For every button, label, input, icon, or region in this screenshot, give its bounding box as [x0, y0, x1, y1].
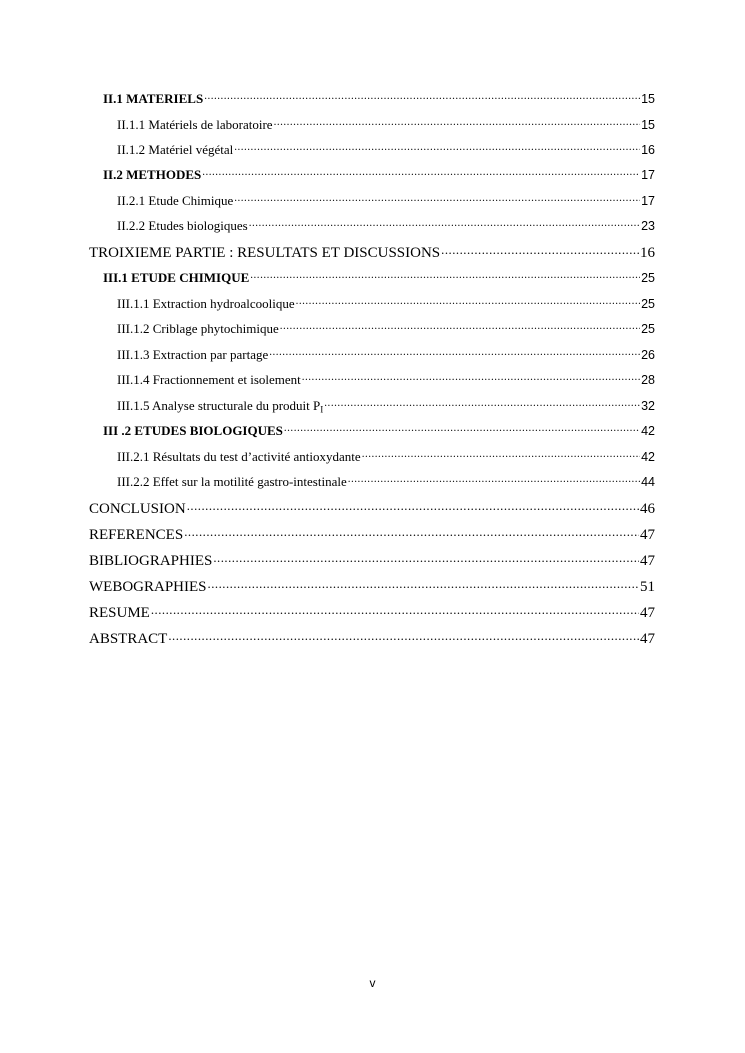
toc-entry[interactable] — [117, 116, 655, 132]
toc-entry-page: 17 — [641, 168, 655, 182]
toc-entry-label: II.1 MATERIELS — [103, 91, 204, 106]
toc-entry-label — [117, 398, 324, 415]
toc-entry[interactable] — [117, 346, 655, 362]
toc-entry[interactable] — [103, 269, 655, 285]
toc-entry-label: III.1.2 Criblage phytochimique — [117, 321, 279, 336]
toc-entry-label: BIBLIOGRAPHIES — [89, 553, 213, 569]
toc-entry[interactable] — [89, 550, 655, 569]
toc-leader-dots — [269, 346, 640, 359]
toc-entry-page: 15 — [641, 118, 655, 132]
toc-leader-dots — [250, 269, 640, 282]
toc-entry-label: II.2.1 Etude Chimique — [117, 193, 234, 208]
toc-entry[interactable] — [89, 524, 655, 543]
toc-entry[interactable] — [89, 602, 655, 621]
toc-entry-page: 16 — [640, 245, 655, 261]
toc-entry[interactable] — [117, 397, 655, 413]
toc-entry-label: RESUME — [89, 605, 150, 621]
toc-entry-label: III.1.4 Fractionnement et isolement — [117, 372, 301, 387]
toc-entry-label: REFERENCES — [89, 527, 184, 543]
toc-entry-label: III.2.1 Résultats du test d’activité antioxydante — [117, 449, 361, 464]
toc-entry-label: CONCLUSION — [89, 501, 186, 517]
toc-entry[interactable] — [103, 90, 655, 106]
toc-leader-dots — [234, 141, 640, 154]
toc-entry-page: 23 — [641, 219, 655, 233]
toc-leader-dots — [280, 320, 640, 333]
toc-leader-dots — [168, 628, 639, 643]
toc-entry-page: 25 — [641, 322, 655, 336]
toc-entry[interactable] — [117, 217, 655, 233]
toc-entry-label: II.2 METHODES — [103, 167, 202, 182]
toc-leader-dots — [151, 602, 639, 617]
toc-entry-label: II.1.1 Matériels de laboratoire — [117, 117, 273, 132]
toc-entry[interactable] — [117, 448, 655, 464]
toc-entry-label: III.1.3 Extraction par partage — [117, 347, 269, 362]
toc-entry-page: 42 — [641, 424, 655, 438]
toc-leader-dots — [204, 90, 640, 103]
toc-entry-page: 46 — [640, 501, 655, 517]
toc-entry[interactable] — [117, 371, 655, 387]
toc-entry[interactable] — [117, 320, 655, 336]
toc-leader-dots — [284, 422, 640, 435]
toc-entry-page: 47 — [640, 527, 655, 543]
toc-entry-page: 47 — [640, 553, 655, 569]
toc-leader-dots — [324, 397, 640, 410]
toc-entry-label: II.1.2 Matériel végétal — [117, 142, 234, 157]
toc-entry-label: WEBOGRAPHIES — [89, 579, 207, 595]
toc-entry[interactable] — [117, 141, 655, 157]
toc-leader-dots — [208, 576, 639, 591]
toc-leader-dots — [234, 192, 640, 205]
toc-leader-dots — [296, 295, 640, 308]
toc-entry-label: TROIXIEME PARTIE : RESULTATS ET DISCUSSIONS — [89, 245, 441, 261]
toc-entry[interactable] — [89, 576, 655, 595]
toc-leader-dots — [213, 550, 639, 565]
toc-leader-dots — [249, 217, 640, 230]
toc-leader-dots — [302, 371, 640, 384]
toc-leader-dots — [274, 116, 641, 129]
toc-entry[interactable] — [89, 498, 655, 517]
toc-entry-page: 15 — [641, 92, 655, 106]
toc-entry-label: III.1.1 Extraction hydroalcoolique — [117, 296, 295, 311]
toc-entry-label-text: III.1.5 Analyse structurale du produit P — [117, 398, 321, 413]
toc-entry-page: 17 — [641, 194, 655, 208]
toc-leader-dots — [362, 448, 640, 461]
toc-leader-dots — [441, 242, 639, 257]
toc-entry-page: 25 — [641, 297, 655, 311]
toc-entry-page: 28 — [641, 373, 655, 387]
toc-entry[interactable] — [117, 473, 655, 489]
toc-leader-dots — [348, 473, 640, 486]
toc-entry-page: 42 — [641, 450, 655, 464]
toc-entry-page: 44 — [641, 475, 655, 489]
toc-entry-page: 16 — [641, 143, 655, 157]
toc-entry-label-subscript: I — [320, 404, 324, 415]
toc-entry[interactable] — [89, 628, 655, 647]
toc-entry-page: 25 — [641, 271, 655, 285]
toc-entry-label: ABSTRACT — [89, 631, 168, 647]
toc-leader-dots — [184, 524, 639, 539]
toc-entry[interactable] — [117, 295, 655, 311]
toc-entry-page: 32 — [641, 399, 655, 413]
toc-leader-dots — [202, 166, 640, 179]
toc-leader-dots — [187, 498, 639, 513]
toc-entry[interactable] — [117, 192, 655, 208]
toc-entry-label: II.2.2 Etudes biologiques — [117, 218, 248, 233]
toc-entry-label: III.2.2 Effet sur la motilité gastro-intestinale — [117, 474, 347, 489]
toc-entry-page: 47 — [640, 605, 655, 621]
toc-entry-label: III .2 ETUDES BIOLOGIQUES — [103, 423, 283, 438]
toc-entry[interactable] — [89, 242, 655, 261]
toc-entry-label: III.1 ETUDE CHIMIQUE — [103, 270, 250, 285]
toc-entry-page: 26 — [641, 348, 655, 362]
toc-entry-page: 51 — [640, 579, 655, 595]
toc-entry[interactable] — [103, 166, 655, 182]
toc-entry-page: 47 — [640, 631, 655, 647]
page-number: v — [369, 976, 376, 990]
toc-entry[interactable] — [103, 422, 655, 438]
